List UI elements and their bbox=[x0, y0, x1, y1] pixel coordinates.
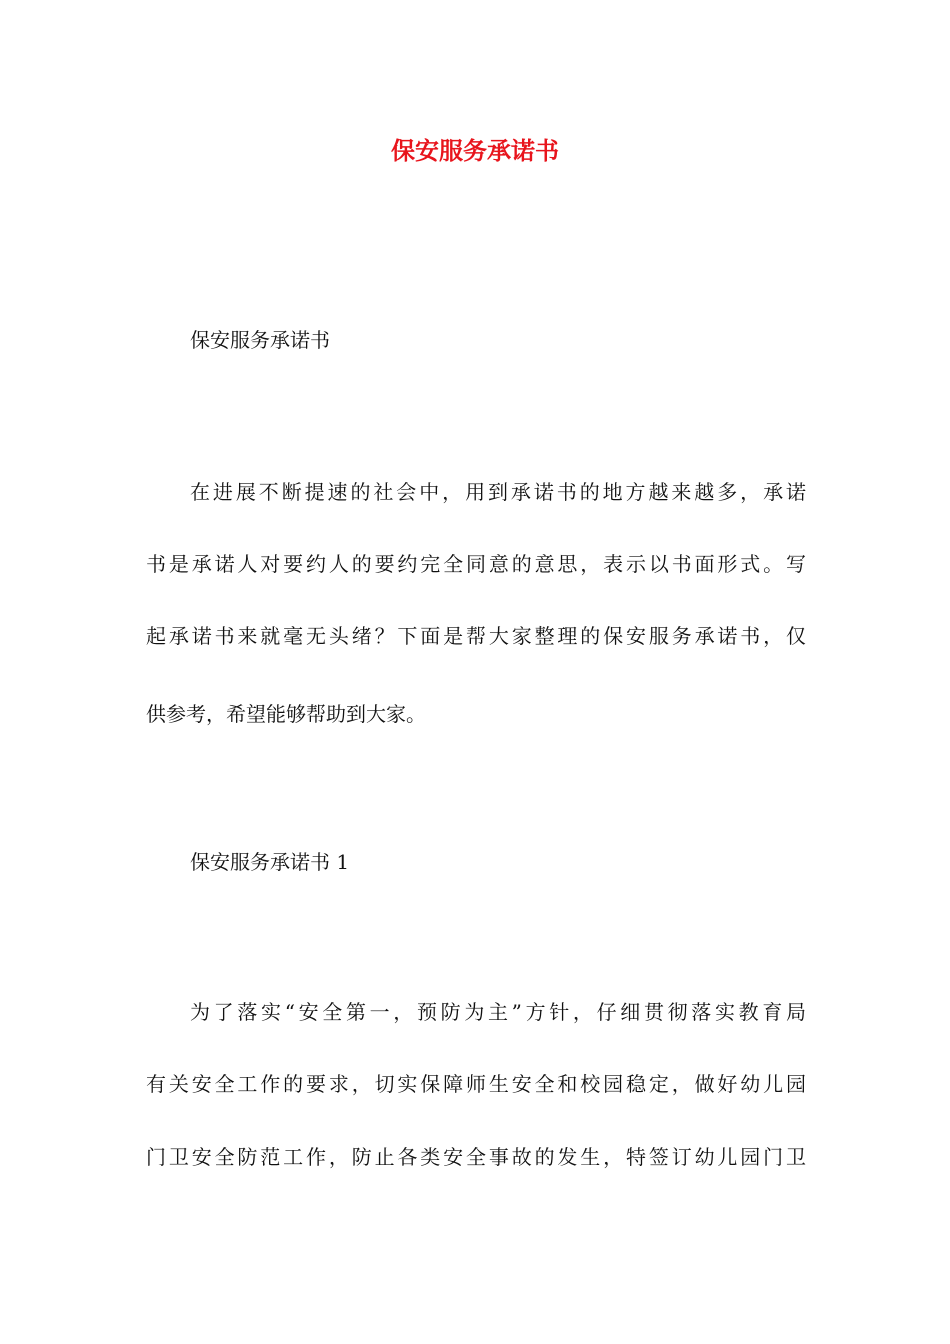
paragraph-line: 书是承诺人对要约人的要约完全同意的意思，表示以书面形式。写 bbox=[146, 552, 806, 576]
section-heading-1: 保安服务承诺书 1 bbox=[190, 850, 350, 874]
paragraph-line: 为了落实“安全第一，预防为主”方针，仔细贯彻落实教育局 bbox=[190, 1000, 806, 1024]
paragraph-line: 在进展不断提速的社会中，用到承诺书的地方越来越多，承诺 bbox=[190, 480, 806, 504]
paragraph-line: 门卫安全防范工作，防止各类安全事故的发生，特签订幼儿园门卫 bbox=[146, 1145, 806, 1169]
section-heading: 保安服务承诺书 bbox=[190, 328, 330, 352]
paragraph-line: 供参考，希望能够帮助到大家。 bbox=[146, 702, 426, 726]
paragraph-line: 有关安全工作的要求，切实保障师生安全和校园稳定，做好幼儿园 bbox=[146, 1072, 806, 1096]
document-title: 保安服务承诺书 bbox=[391, 136, 559, 165]
paragraph-line: 起承诺书来就毫无头绪？下面是帮大家整理的保安服务承诺书，仅 bbox=[146, 624, 806, 648]
